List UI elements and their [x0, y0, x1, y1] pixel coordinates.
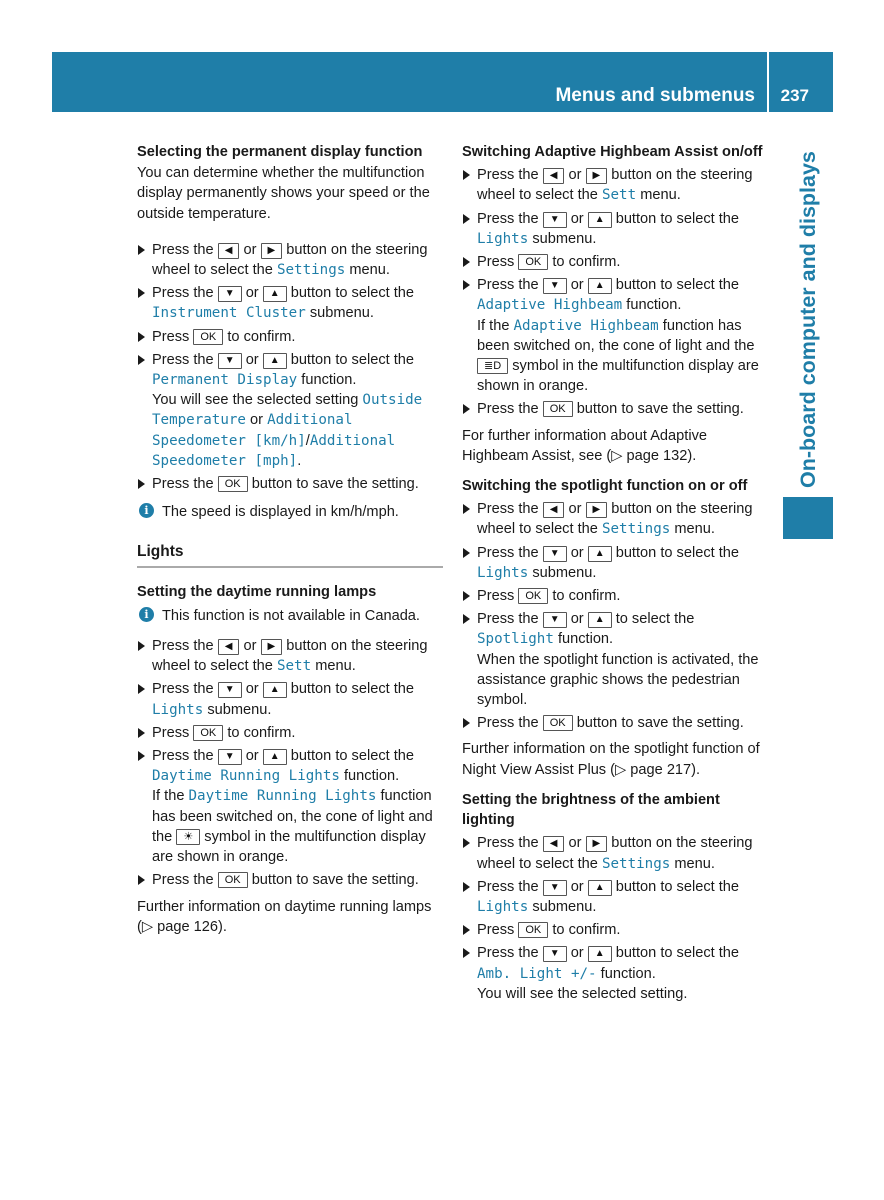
left-arrow-key-icon: ◀ — [218, 639, 240, 655]
menu-name: Settings — [276, 262, 346, 279]
menu-name: Lights — [477, 564, 529, 581]
right-arrow-key-icon: ▶ — [586, 168, 608, 184]
paragraph: You can determine whether the multifunction display permanently shows your speed or the outside temperature. — [137, 165, 430, 222]
menu-name: Spotlight — [477, 631, 554, 648]
right-column — [462, 142, 768, 1010]
step-list — [462, 165, 768, 419]
menu-name: Instrument Cluster — [152, 305, 306, 322]
right-arrow-key-icon: ▶ — [261, 243, 283, 259]
step-item: Press the OK button to save the setting. — [137, 474, 443, 494]
step-item: Press the ◀ or ▶ button on the steering wheel to select the Settings menu. — [137, 240, 443, 280]
step-item: Press OK to confirm. — [462, 920, 768, 940]
ok-key-icon: OK — [518, 254, 548, 270]
step-item: Press OK to confirm. — [462, 586, 768, 606]
step-item: Press the ▼ or ▲ button to select the Amb. Light +/- function. You will see the selected setting. — [462, 943, 768, 1004]
daytime-lights-symbol-icon: ☀ — [176, 829, 200, 845]
right-arrow-key-icon: ▶ — [261, 639, 283, 655]
down-arrow-key-icon: ▼ — [218, 682, 242, 698]
step-item: Press OK to confirm. — [137, 327, 443, 347]
menu-name: Settings — [601, 521, 671, 538]
down-arrow-key-icon: ▼ — [543, 278, 567, 294]
step-item: Press the ◀ or ▶ button on the steering wheel to select the Sett menu. — [462, 165, 768, 205]
step-item: Press the ▼ or ▲ button to select the Instrument Cluster submenu. — [137, 283, 443, 323]
down-arrow-key-icon: ▼ — [543, 546, 567, 562]
down-arrow-key-icon: ▼ — [218, 353, 242, 369]
step-item: Press the ▼ or ▲ button to select the Lights submenu. — [462, 877, 768, 917]
up-arrow-key-icon: ▲ — [263, 682, 287, 698]
up-arrow-key-icon: ▲ — [263, 749, 287, 765]
step-item: Press the ▼ or ▲ button to select the Daytime Running Lights function. If the Daytime Running Lights function has been switched on, the cone of light and the ☀ symbol in the multifunction display are shown in orange. — [137, 746, 443, 867]
step-item: Press the ▼ or ▲ button to select the Lights submenu. — [462, 543, 768, 583]
up-arrow-key-icon: ▲ — [263, 353, 287, 369]
paragraph: For further information about Adaptive Highbeam Assist, see (▷ page 132). — [462, 427, 707, 464]
header-divider — [767, 52, 769, 112]
up-arrow-key-icon: ▲ — [588, 946, 612, 962]
ok-key-icon: OK — [218, 872, 248, 888]
menu-name: Amb. Light +/- — [477, 965, 597, 982]
ok-key-icon: OK — [543, 715, 573, 731]
left-column — [137, 142, 443, 943]
section-heading: Setting the daytime running lamps — [137, 583, 377, 600]
right-arrow-key-icon: ▶ — [586, 836, 608, 852]
setting-name: Additional Speedometer [km/h] — [152, 412, 353, 449]
header-bar — [52, 52, 833, 112]
down-arrow-key-icon: ▼ — [543, 946, 567, 962]
ok-key-icon: OK — [518, 922, 548, 938]
up-arrow-key-icon: ▲ — [588, 278, 612, 294]
up-arrow-key-icon: ▲ — [263, 286, 287, 302]
menu-name: Settings — [601, 855, 671, 872]
step-item: Press the ▼ or ▲ button to select the Lights submenu. — [462, 209, 768, 249]
step-item: Press the ▼ or ▲ button to select the Lights submenu. — [137, 679, 443, 719]
up-arrow-key-icon: ▲ — [588, 880, 612, 896]
setting-name: Outside Temperature — [152, 392, 423, 429]
ok-key-icon: OK — [218, 476, 248, 492]
menu-name: Adaptive Highbeam — [513, 317, 659, 334]
high-beam-symbol-icon: ≣D — [477, 358, 508, 374]
section-heading: Setting the brightness of the ambient lighting — [462, 791, 720, 829]
menu-name: Daytime Running Lights — [188, 788, 377, 805]
section-title: Lights — [137, 542, 443, 567]
info-icon: i — [139, 607, 154, 622]
step-list — [137, 636, 443, 890]
step-item: Press the OK button to save the setting. — [137, 870, 443, 890]
step-list — [462, 833, 768, 1004]
down-arrow-key-icon: ▼ — [218, 749, 242, 765]
ok-key-icon: OK — [543, 401, 573, 417]
side-tab-label: On-board computer and displays — [796, 151, 820, 488]
menu-name: Sett — [276, 658, 312, 675]
down-arrow-key-icon: ▼ — [543, 880, 567, 896]
info-icon: i — [139, 503, 154, 518]
down-arrow-key-icon: ▼ — [218, 286, 242, 302]
step-item: Press the ◀ or ▶ button on the steering wheel to select the Settings menu. — [462, 499, 768, 539]
step-item: Press the ◀ or ▶ button on the steering wheel to select the Settings menu. — [462, 833, 768, 873]
menu-name: Lights — [477, 898, 529, 915]
ok-key-icon: OK — [193, 725, 223, 741]
menu-name: Permanent Display — [152, 372, 298, 389]
left-arrow-key-icon: ◀ — [543, 502, 565, 518]
paragraph: Further information on the spotlight function of Night View Assist Plus (▷ page 217). — [462, 741, 760, 778]
info-note: i This function is not available in Canada. — [137, 606, 443, 626]
down-arrow-key-icon: ▼ — [543, 612, 567, 628]
paragraph: Further information on daytime running lamps (▷ page 126). — [137, 898, 432, 935]
left-arrow-key-icon: ◀ — [218, 243, 240, 259]
step-item: Press the ◀ or ▶ button on the steering wheel to select the Sett menu. — [137, 636, 443, 676]
down-arrow-key-icon: ▼ — [543, 212, 567, 228]
up-arrow-key-icon: ▲ — [588, 546, 612, 562]
section-heading: Selecting the permanent display function — [137, 144, 423, 160]
left-arrow-key-icon: ◀ — [543, 168, 565, 184]
side-tab-marker — [783, 497, 833, 539]
up-arrow-key-icon: ▲ — [588, 612, 612, 628]
left-arrow-key-icon: ◀ — [543, 836, 565, 852]
section-heading: Switching the spotlight function on or off — [462, 478, 748, 495]
step-list — [462, 499, 768, 733]
step-item: Press OK to confirm. — [462, 252, 768, 272]
step-item: Press the OK button to save the setting. — [462, 399, 768, 419]
ok-key-icon: OK — [193, 329, 223, 345]
step-item: Press the OK button to save the setting. — [462, 713, 768, 733]
section-heading: Switching Adaptive Highbeam Assist on/off — [462, 144, 763, 160]
right-arrow-key-icon: ▶ — [586, 502, 608, 518]
ok-key-icon: OK — [518, 588, 548, 604]
info-note: i The speed is displayed in km/h/mph. — [137, 502, 443, 522]
up-arrow-key-icon: ▲ — [588, 212, 612, 228]
menu-name: Lights — [477, 230, 529, 247]
chapter-title: Menus and submenus — [555, 85, 755, 106]
step-item: Press the ▼ or ▲ button to select the Permanent Display function. You will see the selected setting Outside Temperature or Additional Speedometer [km/h]/Additional Speedometer [mph]. — [137, 350, 443, 471]
step-item: Press OK to confirm. — [137, 723, 443, 743]
step-list — [137, 240, 443, 494]
menu-name: Adaptive Highbeam — [477, 297, 623, 314]
step-item: Press the ▼ or ▲ to select the Spotlight function. When the spotlight function is activated, the assistance graphic shows the pedestrian symbol. — [462, 609, 768, 710]
setting-name: Additional Speedometer [mph] — [152, 432, 396, 469]
menu-name: Lights — [152, 701, 204, 718]
step-item: Press the ▼ or ▲ button to select the Adaptive Highbeam function. If the Adaptive Highbeam function has been switched on, the cone of light and the ≣D symbol in the multifunction display are shown in orange. — [462, 275, 768, 396]
menu-name: Daytime Running Lights — [152, 768, 340, 785]
menu-name: Sett — [601, 187, 637, 204]
page-number: 237 — [780, 86, 809, 105]
